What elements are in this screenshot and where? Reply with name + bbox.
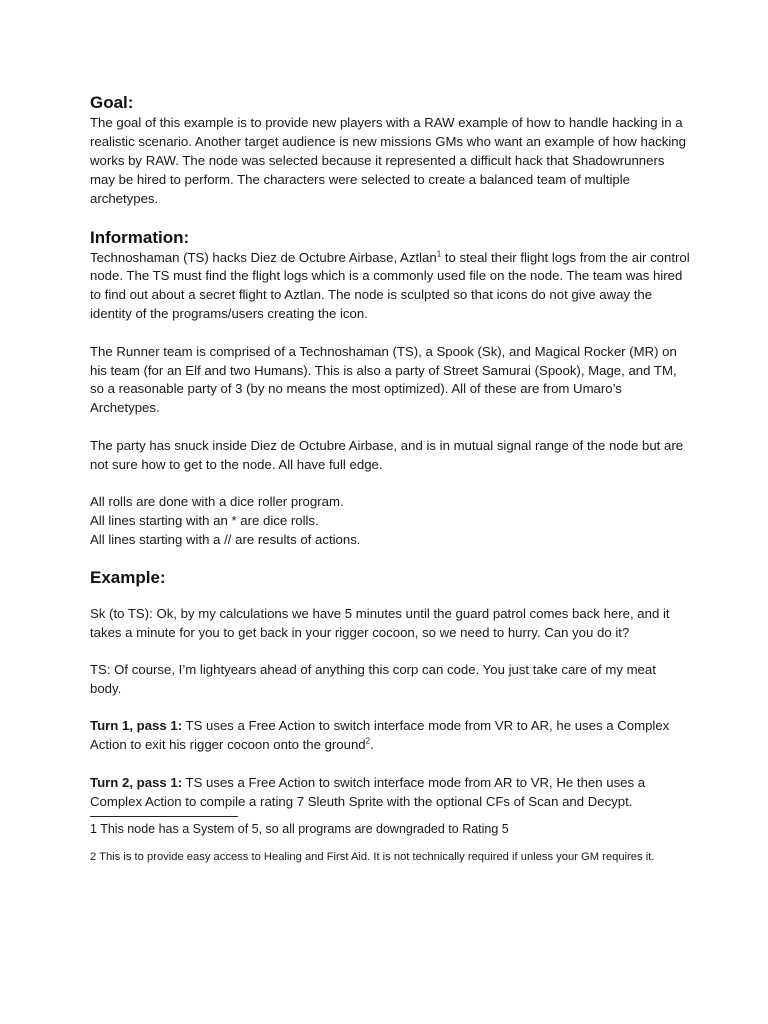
information-paragraph-2: The Runner team is comprised of a Technoshaman (TS), a Spook (Sk), and Magical Rocker (MR) on his team (for an Elf and two Humans). This is also a party of Street Samurai (Spook), Mage, and TM, so a reasonable party of 3 (by no means the most optimized). All of these are from Umaro’s Archetypes.: [90, 343, 677, 416]
turn-1-text: TS uses a Free Action to switch interface mode from VR to AR, he uses a Complex Action to exit his rigger cocoon onto the ground: [90, 718, 670, 753]
turn-1-end: .: [370, 737, 374, 753]
footnote-ref-2[interactable]: 2: [365, 736, 371, 746]
footnote-1: 1 This node has a System of 5, so all programs are downgraded to Rating 5: [90, 821, 509, 836]
turn-1-paragraph: [90, 717, 690, 755]
rules-line-3: All lines starting with a // are results of actions.: [90, 531, 361, 547]
information-paragraph-1-start: Technoshaman (TS) hacks Diez de Octubre Airbase, Aztlan: [90, 249, 437, 265]
information-paragraph-3: The party has snuck inside Diez de Octubre Airbase, and is in mutual signal range of the node but are not sure how to get to the node. All have full edge.: [90, 437, 684, 472]
example-dialogue-2: TS: Of course, I’m lightyears ahead of anything this corp can code. You just take care of my meat body.: [90, 662, 656, 697]
example-heading: Example:: [90, 567, 166, 587]
document-page: [90, 92, 690, 866]
rules-line-1: All rolls are done with a dice roller program.: [90, 494, 344, 510]
footnote-2: 2 This is to provide easy access to Healing and First Aid. It is not technically required if unless your GM requires it.: [90, 850, 655, 863]
footnote-ref-1[interactable]: 1: [436, 249, 442, 259]
turn-2-paragraph: [90, 774, 690, 812]
information-paragraph-1: [90, 249, 690, 325]
goal-heading: Goal:: [90, 93, 134, 112]
goal-paragraph: The goal of this example is to provide new players with a RAW example of how to handle hacking in a realistic scenario. Another target audience is new missions GMs who want an example of how hacking works by RAW. The node was selected because it represented a difficult hack that Shadowrunners may be hired to perform. The characters were selected to create a balanced team of multiple archetypes.: [90, 115, 686, 206]
rules-line-2: All lines starting with an * are dice rolls.: [90, 513, 319, 528]
information-paragraph-1-end: to steal their flight logs from the air control node. The TS must find the flight logs which is a commonly used file on the node. The team was hired to find out about a secret flight to Aztlan. The node is sculpted so that icons do not give away the identity of the programs/users creating the icon.: [90, 249, 690, 322]
footnote-separator: [90, 816, 238, 817]
example-dialogue-1: Sk (to TS): Ok, by my calculations we have 5 minutes until the guard patrol comes back here, and it takes a minute for you to get back in your rigger cocoon, so we need to hurry. Can you do it?: [90, 605, 670, 640]
information-heading: Information:: [90, 227, 190, 247]
turn-1-label: Turn 1, pass 1:: [90, 718, 183, 734]
turn-2-text: TS uses a Free Action to switch interface mode from AR to VR, He then uses a Complex Action to compile a rating 7 Sleuth Sprite with the optional CFs of Scan and Decypt.: [90, 774, 646, 809]
turn-2-label: Turn 2, pass 1:: [90, 774, 183, 790]
